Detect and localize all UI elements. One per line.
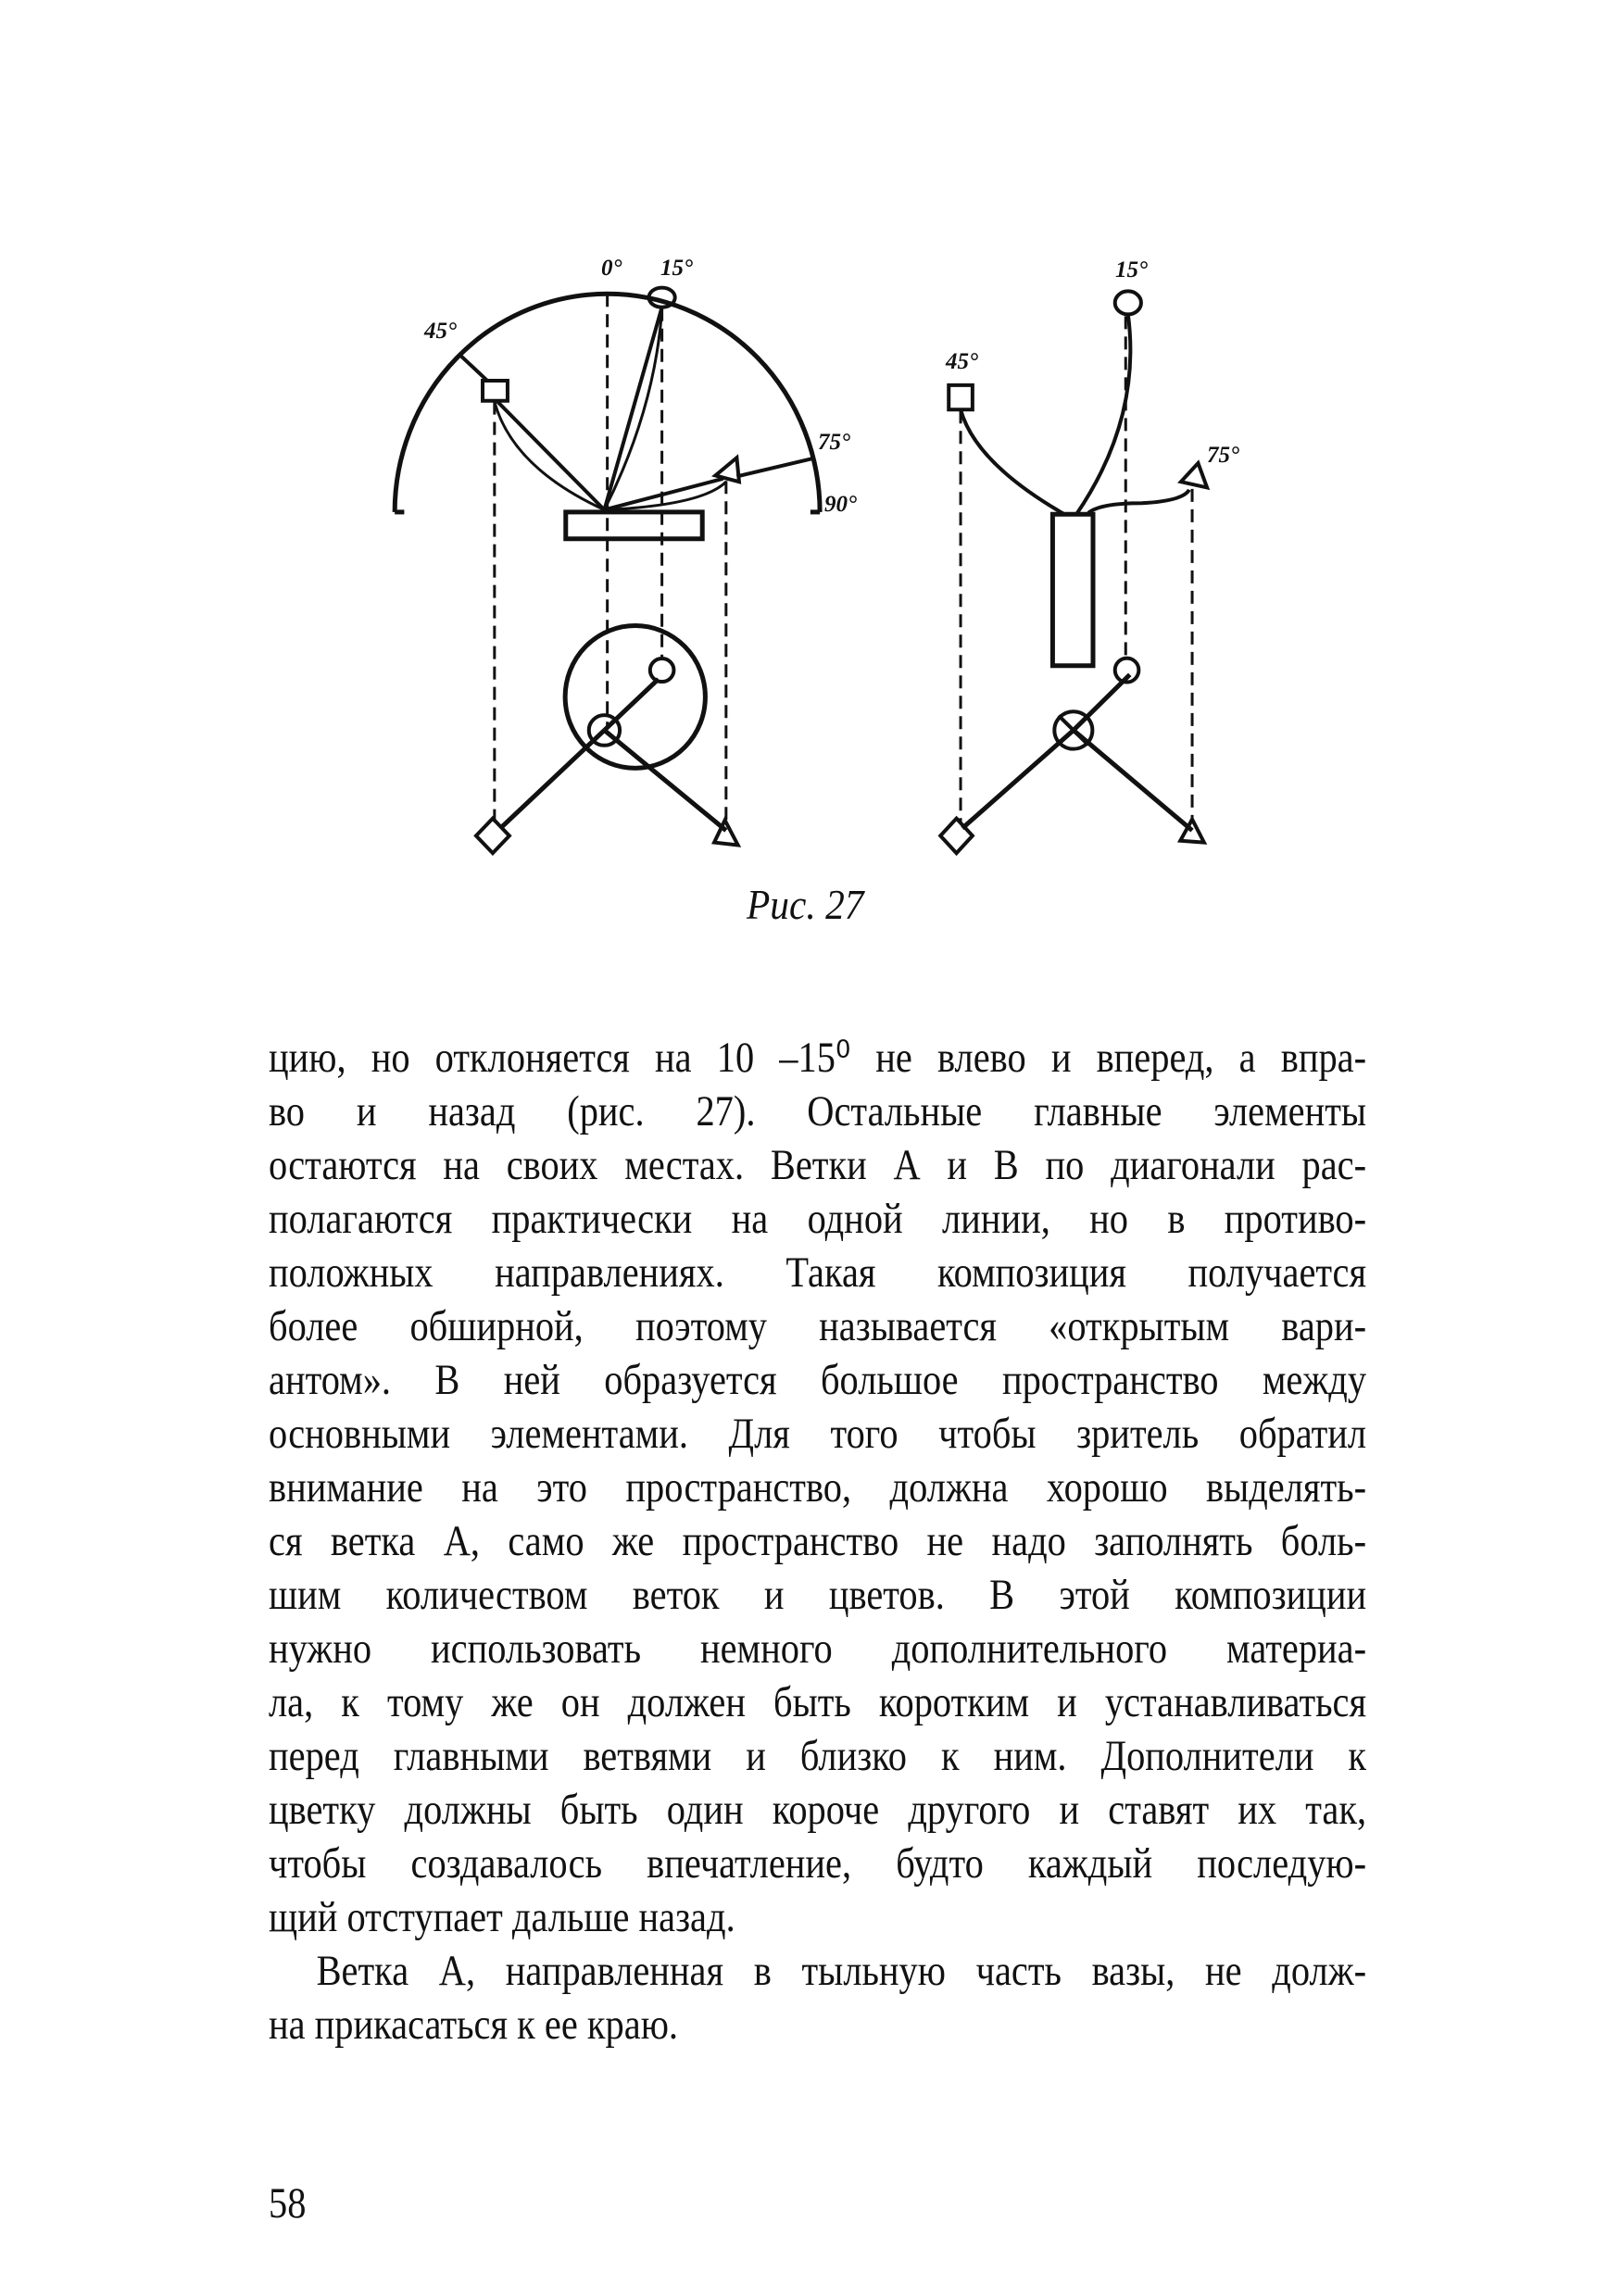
label-90-deg: 90° xyxy=(824,492,857,517)
text-line: положных направлениях. Такая композиция получается xyxy=(269,1248,1367,1297)
figure-caption: Рис. 27 xyxy=(747,881,864,928)
vase-side-view xyxy=(566,512,702,539)
right-label-15-deg: 15° xyxy=(1115,257,1148,282)
text-line: Ветка А, направленная в тыльную часть вазы, не долж- xyxy=(316,1947,1367,1995)
figure-27 xyxy=(352,232,1278,926)
label-0-deg: 0° xyxy=(601,256,622,281)
right-label-75-deg: 75° xyxy=(1207,443,1239,468)
right-label-45-deg: 45° xyxy=(946,349,978,374)
text-line: остаются на своих местах. Ветки А и В по диагонали рас- xyxy=(269,1141,1367,1189)
text-line: полагаются практически на одной линии, но в противо- xyxy=(269,1195,1367,1243)
text-line: на прикасаться к ее краю. xyxy=(269,2001,678,2049)
text-line: внимание на это пространство, должна хорошо выделять- xyxy=(269,1463,1367,1512)
label-15-deg: 15° xyxy=(660,256,693,281)
text-line: шим количеством веток и цветов. В этой композиции xyxy=(269,1571,1367,1619)
body-text xyxy=(269,1031,1366,2051)
text-line: нужно использовать немного дополнительного материа- xyxy=(269,1625,1367,1673)
text-line: цветку должны быть один короче другого и ставят их так, xyxy=(269,1786,1367,1834)
text-line: ся ветка А, само же пространство не надо заполнять боль- xyxy=(269,1517,1367,1565)
text-line: цию, но отклоняется на 10 –15⁰ не влево и вперед, а впра- xyxy=(269,1034,1367,1082)
branch-45-marker xyxy=(483,381,508,401)
label-45-deg: 45° xyxy=(424,319,457,344)
text-line: щий отступает дальше назад. xyxy=(269,1893,735,1941)
text-line: антом». В ней образуется большое пространство между xyxy=(269,1356,1367,1404)
tall-vase-side-view xyxy=(1052,514,1093,665)
text-line: чтобы создавалось впечатление, будто каждый последую- xyxy=(269,1839,1367,1888)
page-number: 58 xyxy=(269,2179,307,2227)
text-line: ла, к тому же он должен быть коротким и устанавливаться xyxy=(269,1678,1367,1726)
text-line: более обширной, поэтому называется «открытым вари- xyxy=(269,1302,1367,1350)
text-line: во и назад (рис. 27). Остальные главные элементы xyxy=(269,1087,1367,1135)
label-75-deg: 75° xyxy=(818,430,850,455)
arrangement-diagram xyxy=(352,232,1278,926)
text-line: перед главными ветвями и близко к ним. Дополнители к xyxy=(269,1732,1367,1780)
text-line: основными элементами. Для того чтобы зритель обратил xyxy=(269,1410,1367,1458)
